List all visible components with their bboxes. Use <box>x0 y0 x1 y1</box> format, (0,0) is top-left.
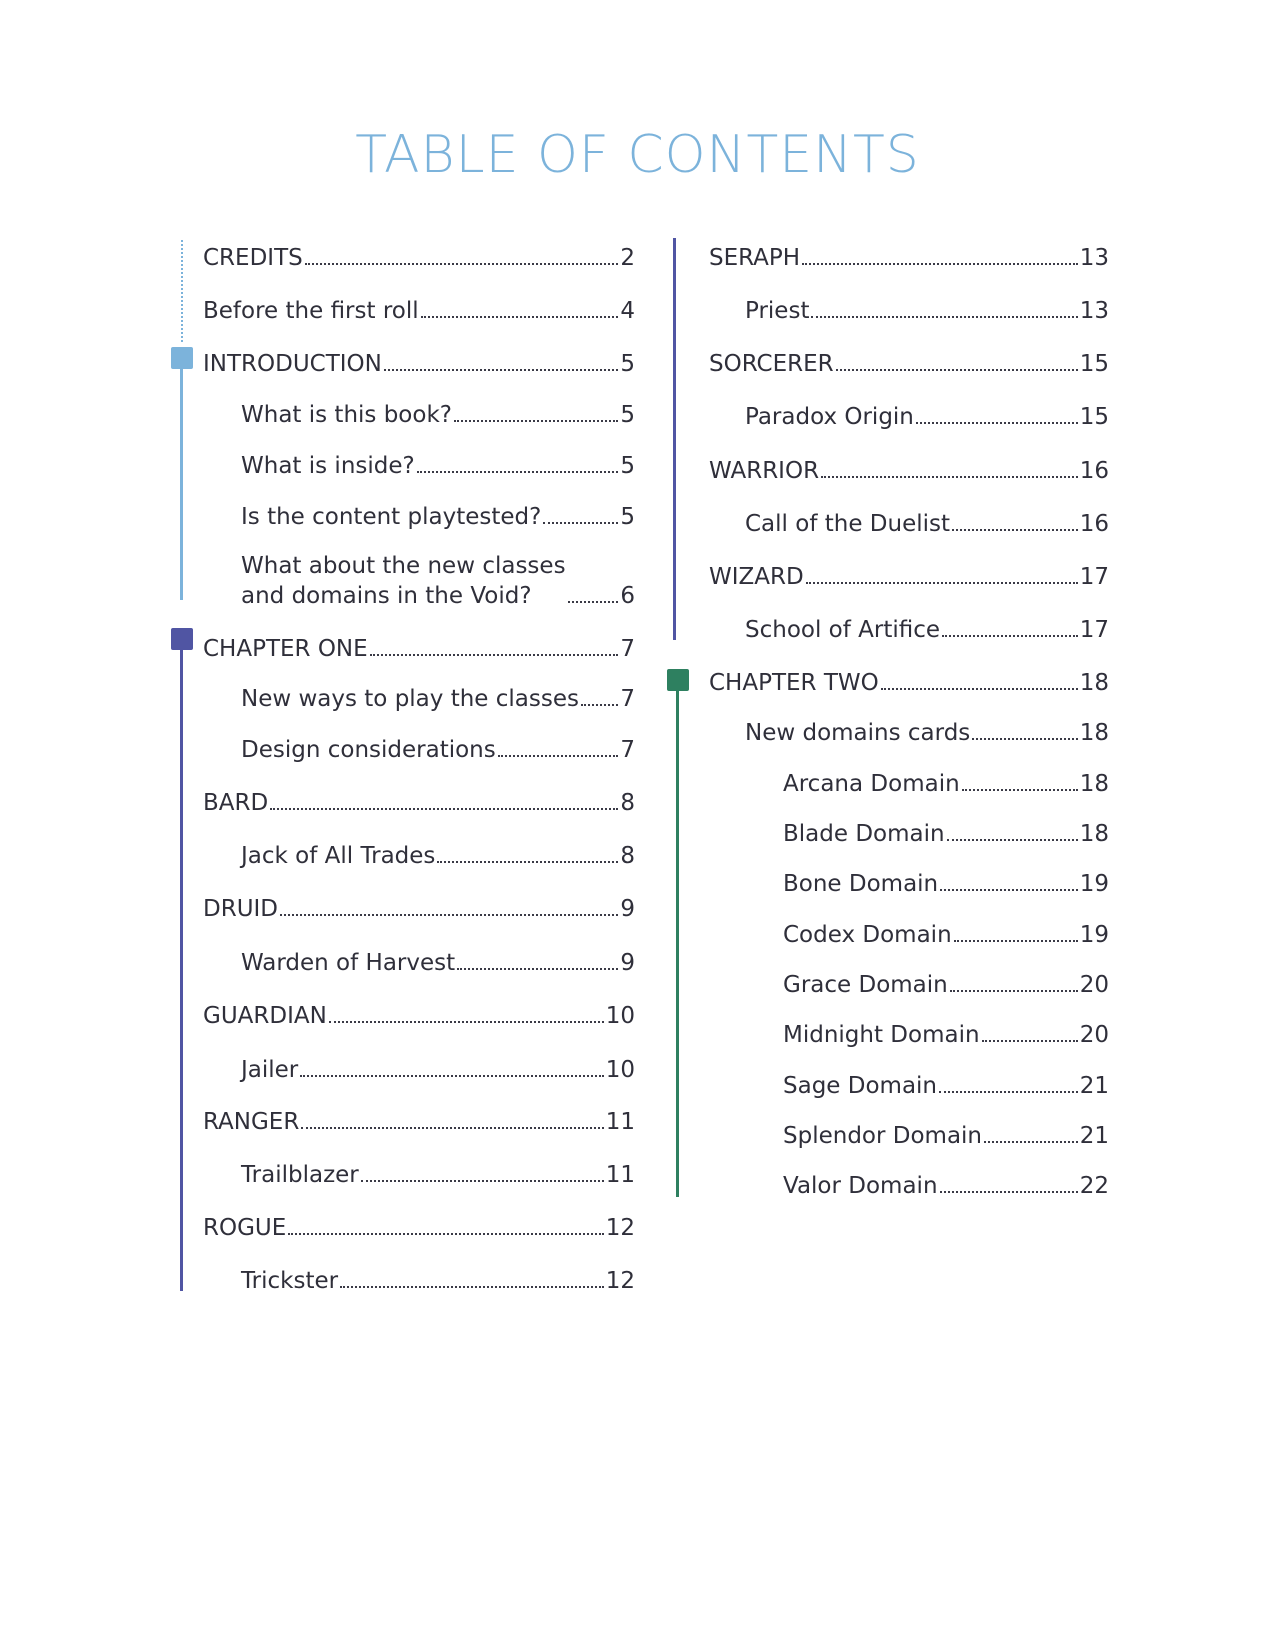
toc-entry-trickster[interactable]: Trickster 12 <box>241 1268 635 1294</box>
chapter-two-line <box>676 677 679 1197</box>
toc-entry-blade-domain[interactable]: Blade Domain 18 <box>783 821 1109 847</box>
toc-entry-rogue[interactable]: ROGUE 12 <box>203 1215 635 1241</box>
toc-entry-call-of-the-duelist[interactable]: Call of the Duelist 16 <box>745 511 1109 537</box>
toc-entry-design-considerations[interactable]: Design considerations 7 <box>241 737 635 763</box>
toc-entry-arcana-domain[interactable]: Arcana Domain 18 <box>783 771 1109 797</box>
classes-continued-line <box>673 238 676 640</box>
toc-entry-chapter-two[interactable]: CHAPTER TWO 18 <box>709 670 1109 696</box>
toc-entry-new-domains-cards[interactable]: New domains cards 18 <box>745 720 1109 746</box>
toc-entry-school-of-artifice[interactable]: School of Artifice 17 <box>745 617 1109 643</box>
toc-entry-druid[interactable]: DRUID 9 <box>203 896 635 922</box>
toc-entry-paradox-origin[interactable]: Paradox Origin 15 <box>745 404 1109 430</box>
toc-entry-codex-domain[interactable]: Codex Domain 19 <box>783 922 1109 948</box>
toc-entry-sage-domain[interactable]: Sage Domain 21 <box>783 1073 1109 1099</box>
toc-entry-what-is-this-book[interactable]: What is this book? 5 <box>241 402 635 428</box>
toc-entry-sorcerer[interactable]: SORCERER 15 <box>709 351 1109 377</box>
introduction-line <box>180 355 183 600</box>
credits-dotted-line <box>181 240 183 342</box>
toc-entry-bone-domain[interactable]: Bone Domain 19 <box>783 871 1109 897</box>
toc-entry-warden-of-harvest[interactable]: Warden of Harvest 9 <box>241 950 635 976</box>
toc-entry-credits[interactable]: CREDITS 2 <box>203 245 635 271</box>
toc-entry-what-is-inside[interactable]: What is inside? 5 <box>241 453 635 479</box>
toc-entry-midnight-domain[interactable]: Midnight Domain 20 <box>783 1022 1109 1048</box>
page-title: TABLE OF CONTENTS <box>355 125 920 185</box>
toc-entry-trailblazer[interactable]: Trailblazer 11 <box>241 1162 635 1188</box>
toc-entry-jack-of-all-trades[interactable]: Jack of All Trades 8 <box>241 843 635 869</box>
chapter-one-line <box>180 636 183 1291</box>
toc-entry-ranger[interactable]: RANGER 11 <box>203 1109 635 1135</box>
toc-entry-seraph[interactable]: SERAPH 13 <box>709 245 1109 271</box>
toc-entry-guardian[interactable]: GUARDIAN 10 <box>203 1003 635 1029</box>
toc-entry-before-first-roll[interactable]: Before the first roll 4 <box>203 298 635 324</box>
toc-entry-playtested[interactable]: Is the content playtested? 5 <box>241 504 635 530</box>
toc-entry-bard[interactable]: BARD 8 <box>203 790 635 816</box>
toc-entry-splendor-domain[interactable]: Splendor Domain 21 <box>783 1123 1109 1149</box>
toc-entry-new-classes-domains[interactable]: What about the new classes and domains in the Void? 6 <box>241 553 635 609</box>
toc-entry-chapter-one[interactable]: CHAPTER ONE 7 <box>203 636 635 662</box>
toc-entry-jailer[interactable]: Jailer 10 <box>241 1057 635 1083</box>
toc-entry-priest[interactable]: Priest 13 <box>745 298 1109 324</box>
toc-entry-wizard[interactable]: WIZARD 17 <box>709 564 1109 590</box>
toc-entry-valor-domain[interactable]: Valor Domain 22 <box>783 1173 1109 1199</box>
toc-entry-new-ways-to-play[interactable]: New ways to play the classes 7 <box>241 686 635 712</box>
toc-entry-warrior[interactable]: WARRIOR 16 <box>709 458 1109 484</box>
toc-entry-introduction[interactable]: INTRODUCTION 5 <box>203 351 635 377</box>
toc-entry-grace-domain[interactable]: Grace Domain 20 <box>783 972 1109 998</box>
